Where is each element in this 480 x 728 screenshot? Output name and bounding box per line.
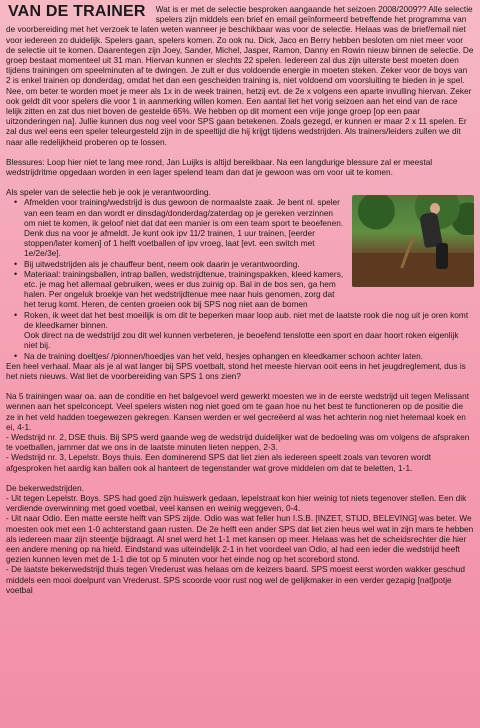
blessures-paragraph: Blessures: Loop hier niet te lang mee rond, Jan Luijks is altijd bereikbaar. Na een langdurige blessure zal er meestal wedstrijdritme opgedaan worden in een lager spelend team dan dat je gewoon was om voor uit te komen. bbox=[6, 156, 433, 178]
closing-paragraph: Een heel verhaal. Maar als je al wat langer bij SPS voetbalt, stond het meeste hiervan ooit eens in het jeugdreglement, dus is het niets nieuws. Wat liet de voorbereiding van SPS 1 ons zien? bbox=[6, 360, 466, 381]
beker-title: De bekerwedstrijden. bbox=[6, 482, 84, 493]
beker-section bbox=[6, 483, 474, 595]
matches-section bbox=[6, 391, 474, 473]
intro-text: Wat is er met de selectie besproken aangaande het seizoen 2008/2009?? Alle selectie spelers zijn middels een brief en email geïnformeerd betreffende het programma van de voorbereiding met het verzoek te laten weten wanneer je beschikbaar was voor de selectie. Helaas was de brief/email niet voor iedereen zo duidelijk. Spelers gaan, spelers komen. Zo ook nu. Dick, Jaco en Berry hebben besloten om niet meer voor de selectie uit te komen. Daarentegen zijn Joey, Sander, Michel, Jasper, Ramon, Danny en Rowin nieuw binnen de selectie. De groep bestaat momenteel uit 31 man. Hiervan kunnen er slechts 22 spelen. Iedereen zal dus zijn uiterste best moeten doen tijdens trainingen om speelminuten af te dwingen. Je zult er dus voldoende energie in moeten steken. Zeker voor de boys van 2 is enkel trainen op donderdag, omdat het dan een gescheiden training is, niet voldoend om voorsluiting te bieden in je spel. Nee, om beter te worden moet je meer als 1x in de week trainen, hetzij evt. de 2e x volgens een aparte invulling hiervan. Zeker ook geldt dit voor spelers die voor 1 in aanmerking willen komen. Een aantal liet het vorig seizoen aan het eind van de race lelijk zitten en zat dus niet boven de gestelde 65%. We hebben op dit moment een vrije jonge groep [op een paar uitzonderingen na]. Jullie kunnen dus nog veel voor SPS gaan betekenen. Zoals gezegd, er kunnen er maar 2 x 11 spelen. Er zal dus wel eens een speler teleurgesteld zijn in de speeltijd die hij krijgt tijdens wedstrijden. Als trainers/leiders zullen we dit naar alle redelijkheid proberen op te lossen. bbox=[6, 4, 474, 147]
responsibility-list bbox=[6, 197, 474, 360]
responsibility-intro: Als speler van de selectie heb je ook je verantwoording. bbox=[6, 187, 211, 198]
match-2: - Wedstrijd nr. 2, DSE thuis. Bij SPS werd gaande weg de wedstrijd duidelijker wat de bedoeling was om volgens de afspraken te voetballen, jammer dat we ons in de laatste minuten lieten neppen, 2-3. bbox=[6, 431, 470, 453]
match-3: - Wedstrijd nr. 3, Lepelstr. Boys thuis. Een dominerend SPS dat liet zien als iedereen speelt zoals van tevoren wordt afgesproken het aardig kan ballen ook al hanteert de tegenstander wat grove middelen om dat te beletten, 1-1. bbox=[6, 452, 432, 473]
bullet-roken-sub: Ook direct na de wedstrijd zou dit wel kunnen verbeteren, je beoefend tenslotte een sport en daar hoort roken eigenlijk niet bij. bbox=[24, 330, 459, 351]
bullet-chauffeur: • Bij uitwedstrijden als je chauffeur bent, neem ook daarin je verantwoording. bbox=[14, 259, 474, 269]
beker-odio: - Uit naar Odio. Een matte eerste helft van SPS zijde. Odio was wat feller hun I.S.B. [INZET, STIJD, BELEVING] was beter. We moesten ook met een 1-0 achterstand gaan rusten. De 2e helft een ander SPS dat liet zien heus wel wat in zijn mars te hebben als iedereen maar zijn steentje bijdraagt. Al snel werd het 1-1 met kansen op meer. Helaas was het de scheidsrechter die hier een andere mening op na hield. Eindstand was uiteindelijk 2-1 in het voordeel van Odio, al had een ieder die wedstrijd heeft gezien kunnen leven met de 1-1 die tot op 5 minuten voor het einde nog op het scorebord stond. bbox=[6, 513, 474, 565]
beker-lepelstraat: - Uit tegen Lepelstr. Boys. SPS had goed zijn huiswerk gedaan, lepelstraat kon hier weinig tot niets tegenover stellen. Een dik verdiende overwinning met goed voetbal, veel kansen en weinig weggeven, 0-4. bbox=[6, 492, 467, 514]
bullet-training: • Na de training doeltjes/ /pionnen/hoedjes van het veld, hesjes ophangen en kleedkamer schoon achter laten. bbox=[14, 351, 474, 361]
trainings-paragraph: Na 5 trainingen waar oa. aan de conditie en het balgevoel werd gewerkt moesten we in de eerste wedstrijd uit tegen Melissant wennen aan het spelconcept. Veel spelers wisten nog niet goed om te gaan hoe nu het best te functioneren op de positie die ze in het veld hadden toegewezen gekregen. Kansen werden er wel gecreëerd al was het achterin nog niet helemaal koek en ei, 4-1. bbox=[6, 391, 470, 432]
page-title: VAN DE TRAINER bbox=[8, 3, 146, 20]
bullet-afmelden: • Afmelden voor training/wedstrijd is dus gewoon de normaalste zaak. Je bent nl. speler van een team en dan wordt er dinsdag/donderdag/zaterdag op je gereken verzinnen om niet te komen, ik geloof niet dat dat een manier is om een team sport te beoefenen. Denk dus na voor je afmeldt. Je kunt ook ipv 11/2 trainen, 1 uur trainen, [eerder stoppen/later komen] of 1 helft voetballen of ipv vroeg, laat [evt. een switch met 1e/2e/3e]. bbox=[14, 197, 474, 258]
intro-paragraph bbox=[6, 4, 474, 147]
bullet-roken: • Roken, ik weet dat het best moeilijk is om dit te beperken maar loop aub. niet met de laatste rook die nog uit je oren komt de kleedkamer binnen. bbox=[14, 310, 474, 330]
bullet-materiaal: • Materiaal: trainingsballen, intrap ballen, wedstrijdtenue, trainingspakken, kleed kamers, etc. je mag het allemaal gebruiken, wees er dus zuinig op. Bal in de bos sen, ga hem halen. Per ongeluk broekje van het wedstrijdtenue mee naar huis genomen, zorg dat het terug komt. Heren, de centen groeien ook bij SPS nog niet aan de bomen bbox=[14, 269, 474, 310]
beker-vrederust: - De laatste bekerwedstrijd thuis tegen Vrederust was helaas om de keizers baard. SPS moest eerst worden wakker geschud middels een mooi doelpunt van Vrederust. SPS scoorde voor rust nog wel de gelijkmaker in een verder gezapig [nat]potje voetbal bbox=[6, 564, 466, 595]
